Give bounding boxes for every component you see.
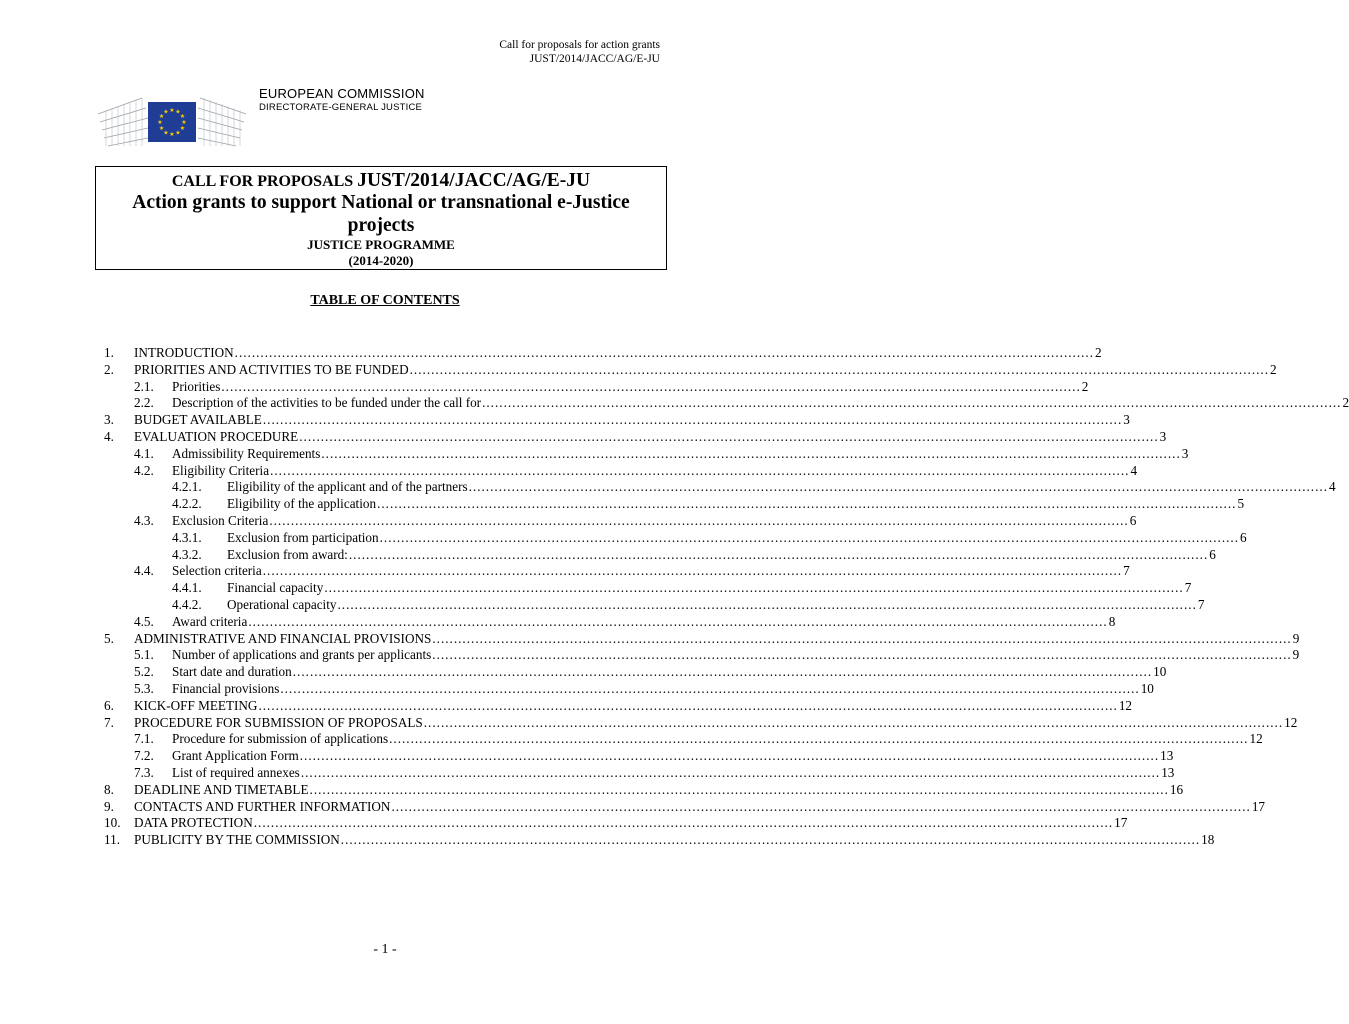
toc-entry-number: 5.3. [134,681,154,696]
toc-entry-title: CONTACTS AND FURTHER INFORMATION [134,798,391,814]
toc-entry[interactable] [134,747,1174,764]
toc-leader-dots: ........................................................................................................................................................................................................ [324,580,1184,596]
svg-text:★: ★ [163,129,169,137]
toc-entry-page: 3 [1159,429,1167,444]
toc-leader-dots: ........................................................................................................................................................................................................ [348,546,1209,562]
call-prefix: CALL FOR PROPOSALS [171,173,358,190]
toc-entry-number: 4.3.2. [172,546,202,562]
toc-entry-title: Financial provisions [172,681,280,696]
toc-entry-title: ADMINISTRATIVE AND FINANCIAL PROVISIONS [134,630,432,646]
toc-entry[interactable] [134,663,1167,680]
toc-entry-title: Start date and duration [172,664,292,680]
toc-entry-title: Grant Application Form [172,748,299,764]
toc-entry-number: 10. [104,815,121,831]
toc-entry[interactable] [104,361,1277,378]
toc-entry-title: Exclusion from participation [227,529,379,545]
toc-entry-number: 4.4. [134,563,154,579]
institution-name: EUROPEAN COMMISSION [259,86,425,101]
toc-entry-page: 3 [1123,412,1130,428]
toc-entry-number: 4.3. [134,513,154,528]
toc-entry[interactable] [104,630,1300,647]
toc-entry-page: 7 [1197,597,1205,612]
toc-entry-number: 5.2. [134,664,154,680]
european-commission-logo [98,90,248,148]
toc-entry-title: BUDGET AVAILABLE [134,412,262,428]
toc-leader-dots: ........................................................................................................................................................................................................ [432,647,1292,663]
toc-entry-page: 17 [1251,798,1265,814]
toc-entry[interactable] [134,613,1116,630]
programme-period: (2014-2020) [348,253,414,268]
title-box [95,166,667,270]
toc-entry-number: 4.5. [134,613,154,629]
toc-entry[interactable] [134,730,1263,747]
toc-entry-page: 12 [1118,697,1133,713]
toc-entry[interactable] [172,529,1247,546]
toc-entry-title: Award criteria [172,613,248,629]
svg-text:★: ★ [179,113,186,120]
toc-entry[interactable] [134,445,1189,462]
toc-entry-page: 7 [1184,580,1192,596]
toc-entry-title: Eligibility Criteria [172,462,270,478]
toc-entry-title: Number of applications and grants per applicants [172,647,432,663]
toc-entry-page: 16 [1169,781,1184,797]
programme-name: JUSTICE PROGRAMME [307,237,455,252]
toc-entry[interactable] [104,814,1128,831]
toc-entry-title: EVALUATION PROCEDURE [134,429,299,444]
toc-entry-page: 12 [1284,714,1298,730]
toc-entry-number: 5. [104,630,114,646]
toc-entry[interactable] [104,411,1130,428]
running-header [499,38,660,66]
toc-entry-page: 9 [1292,630,1300,646]
toc-entry-title: Selection criteria [172,563,262,579]
toc-entry-number: 2. [104,361,114,377]
toc-entry-number: 8. [104,781,114,797]
toc-entry[interactable] [104,781,1184,798]
toc-entry-title: PUBLICITY BY THE COMMISSION [134,832,340,848]
toc-entry-number: 4.4.1. [172,580,202,596]
toc-entry-number: 7.3. [134,765,154,780]
toc-entry[interactable] [172,478,1336,495]
toc-entry-number: 6. [104,697,114,713]
toc-entry-title: Eligibility of the application [227,496,377,512]
toc-entry-title: Priorities [172,378,221,394]
toc-entry-page: 9 [1292,647,1300,663]
toc-entry-title: Procedure for submission of applications [172,731,389,747]
toc-entry-page: 17 [1114,815,1128,831]
toc-entry-page: 12 [1249,731,1263,747]
toc-entry-title: INTRODUCTION [134,345,234,360]
toc-entry-title: Admissibility Requirements [172,445,321,461]
toc-entry-number: 1. [104,345,114,360]
toc-entry-page: 5 [1237,496,1245,512]
toc-entry[interactable] [134,462,1138,479]
toc-leader-dots: ........................................................................................................................................................................................................ [432,630,1292,646]
toc-entry-title: DEADLINE AND TIMETABLE [134,781,309,797]
toc-leader-dots: ........................................................................................................................................................................................................ [292,664,1153,680]
toc-entry-number: 4.2. [134,462,154,478]
toc-entry-number: 9. [104,798,114,814]
call-reference: JUST/2014/JACC/AG/E-JU [357,170,591,191]
toc-entry-page: 6 [1209,546,1216,562]
call-main-title: Action grants to support National or transnational e-Justice projects [132,192,630,236]
svg-text:★: ★ [181,119,187,126]
toc-entry[interactable] [172,495,1245,512]
toc-leader-dots: ........................................................................................................................................................................................................ [309,781,1169,797]
svg-text:★: ★ [163,108,169,116]
toc-leader-dots: ........................................................................................................................................................................................................ [253,815,1114,831]
toc-entry-page: 7 [1123,563,1130,579]
toc-leader-dots: ........................................................................................................................................................................................................ [321,445,1181,461]
svg-text:★: ★ [169,131,175,138]
header-call-title: Call for proposals for action grants [499,39,660,51]
toc-leader-dots: ........................................................................................................................................................................................................ [270,462,1130,478]
toc-entry-number: 4.4.2. [172,597,202,612]
toc-heading: TABLE OF CONTENTS [310,293,460,308]
toc-entry[interactable] [134,646,1300,663]
toc-leader-dots: ........................................................................................................................................................................................................ [262,412,1123,428]
toc-leader-dots: ........................................................................................................................................................................................................ [389,731,1249,747]
toc-leader-dots: ........................................................................................................................................................................................................ [221,378,1081,394]
page-number: - 1 - [373,942,397,957]
toc-entry-page: 6 [1240,529,1247,545]
toc-leader-dots: ........................................................................................................................................................................................................ [299,429,1159,444]
toc-entry[interactable] [104,344,1102,361]
toc-leader-dots: ........................................................................................................................................................................................................ [377,496,1237,512]
toc-leader-dots: ........................................................................................................................................................................................................ [391,798,1251,814]
toc-entry-title: PROCEDURE FOR SUBMISSION OF PROPOSALS [134,714,423,730]
toc-entry[interactable] [104,798,1265,815]
toc-leader-dots: ........................................................................................................................................................................................................ [269,513,1129,528]
toc-entry-title: Financial capacity [227,580,324,596]
toc-entry-page: 2 [1342,395,1349,411]
toc-leader-dots: ........................................................................................................................................................................................................ [234,345,1095,360]
call-title-line [96,170,666,192]
toc-entry[interactable] [172,596,1205,613]
toc-entry-number: 3. [104,412,114,428]
header-reference: JUST/2014/JACC/AG/E-JU [529,53,660,65]
toc-entry[interactable] [172,579,1192,596]
toc-entry-page: 18 [1201,832,1215,848]
toc-entry-title: Description of the activities to be funded under the call for [172,395,482,411]
toc-leader-dots: ........................................................................................................................................................................................................ [300,765,1161,780]
toc-entry-number: 5.1. [134,647,154,663]
toc-entry[interactable] [134,680,1154,697]
toc-leader-dots: ........................................................................................................................................................................................................ [409,361,1269,377]
toc-entry-number: 4.2.1. [172,479,202,495]
toc-entry-number: 4.3.1. [172,529,202,545]
toc-entry-page: 10 [1153,664,1167,680]
svg-text:★: ★ [158,113,165,120]
svg-text:★: ★ [157,119,163,126]
toc-entry-page: 8 [1108,613,1116,629]
svg-text:★: ★ [175,129,181,137]
toc-leader-dots: ........................................................................................................................................................................................................ [280,681,1140,696]
toc-entry[interactable] [134,378,1089,395]
toc-leader-dots: ........................................................................................................................................................................................................ [337,597,1197,612]
toc-leader-dots: ........................................................................................................................................................................................................ [468,479,1328,495]
toc-entry[interactable] [134,764,1175,781]
toc-leader-dots: ........................................................................................................................................................................................................ [482,395,1342,411]
directorate-name: DIRECTORATE-GENERAL JUSTICE [259,102,423,113]
toc-leader-dots: ........................................................................................................................................................................................................ [262,563,1123,579]
svg-text:★: ★ [175,108,181,116]
toc-entry[interactable] [172,546,1216,563]
toc-leader-dots: ........................................................................................................................................................................................................ [299,748,1160,764]
toc-entry-title: Exclusion Criteria [172,513,269,528]
toc-entry-page: 4 [1328,479,1336,495]
toc-entry[interactable] [104,831,1215,848]
toc-entry-title: KICK-OFF MEETING [134,697,258,713]
toc-leader-dots: ........................................................................................................................................................................................................ [248,613,1108,629]
toc-leader-dots: ........................................................................................................................................................................................................ [423,714,1284,730]
toc-entry[interactable] [134,512,1137,529]
toc-entry-number: 7. [104,714,114,730]
toc-entry-page: 13 [1160,748,1174,764]
toc-entry-title: DATA PROTECTION [134,815,253,831]
toc-entry-page: 4 [1130,462,1138,478]
toc-entry-number: 2.2. [134,395,154,411]
toc-entry-page: 6 [1129,513,1137,528]
toc-entry-title: Operational capacity [227,597,337,612]
toc-entry-number: 4. [104,429,114,444]
svg-text:★: ★ [158,125,165,132]
toc-entry-title: Exclusion from award: [227,546,348,562]
toc-entry[interactable] [104,697,1133,714]
svg-text:★: ★ [169,107,175,114]
toc-entry-page: 2 [1081,378,1089,394]
toc-entry[interactable] [104,714,1298,731]
toc-entry-page: 10 [1140,681,1154,696]
toc-leader-dots: ........................................................................................................................................................................................................ [258,697,1118,713]
toc-entry[interactable] [134,562,1130,579]
toc-entry-page: 2 [1095,345,1102,360]
toc-entry-number: 4.2.2. [172,496,202,512]
toc-entry-page: 3 [1181,445,1189,461]
toc-entry-title: List of required annexes [172,765,300,780]
toc-entry-number: 7.1. [134,731,154,747]
toc-entry[interactable] [104,428,1167,445]
toc-entry-number: 11. [104,832,120,848]
toc-entry-page: 13 [1161,765,1175,780]
toc-leader-dots: ........................................................................................................................................................................................................ [379,529,1239,545]
toc-entry-number: 2.1. [134,378,154,394]
toc-entry-page: 2 [1270,361,1277,377]
toc-entry-title: PRIORITIES AND ACTIVITIES TO BE FUNDED [134,361,409,377]
toc-leader-dots: ........................................................................................................................................................................................................ [340,832,1201,848]
toc-entry-number: 4.1. [134,445,154,461]
svg-text:★: ★ [179,125,186,132]
toc-entry-number: 7.2. [134,748,154,764]
toc-entry-title: Eligibility of the applicant and of the partners [227,479,468,495]
toc-entry[interactable] [134,394,1349,411]
